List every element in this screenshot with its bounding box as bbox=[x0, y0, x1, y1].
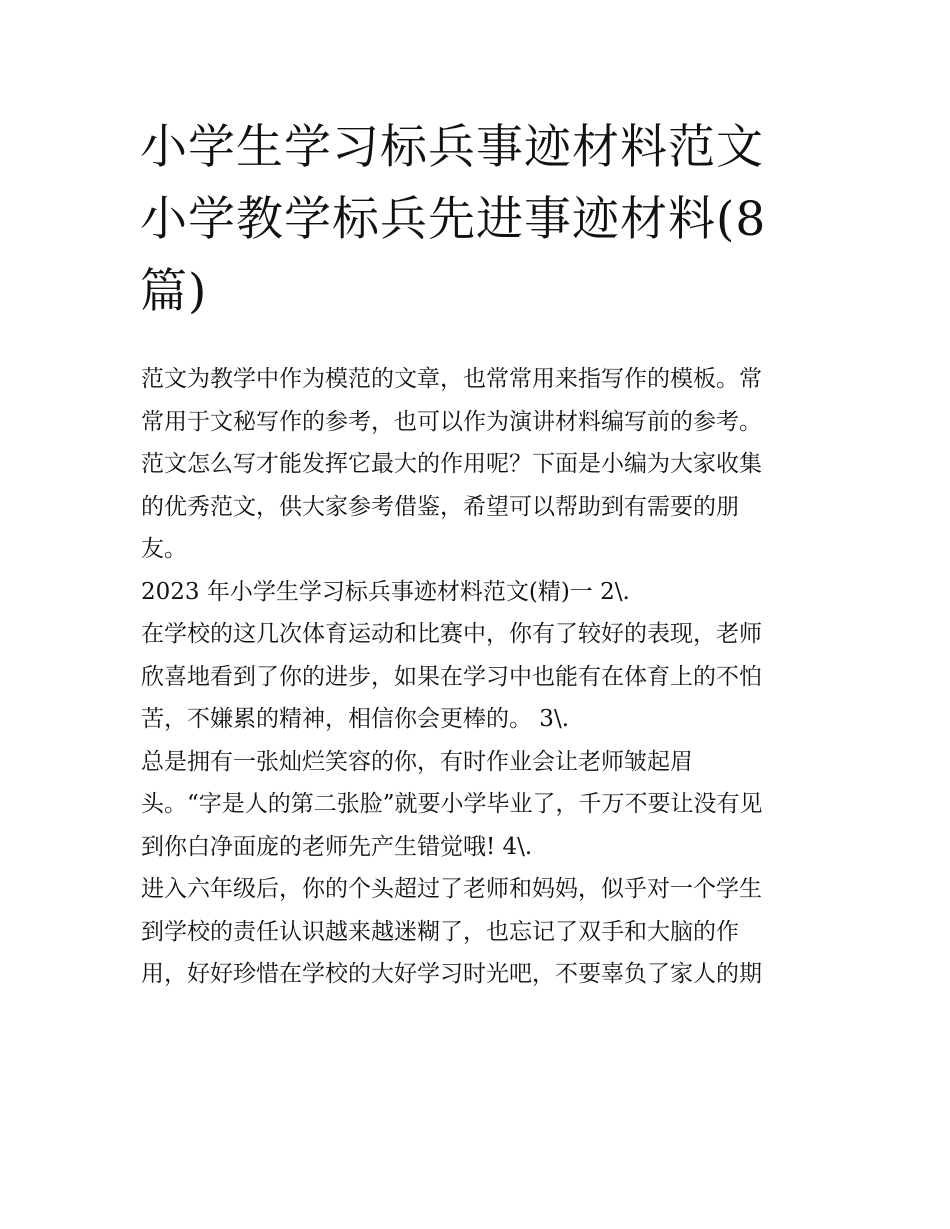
body-line: 总是拥有一张灿烂笑容的你，有时作业会让老师皱起眉 bbox=[141, 748, 693, 775]
title-line: 小学教学标兵先进事迹材料(8 bbox=[140, 192, 767, 247]
body-line: 头。“字是人的第二张脸”就要小学毕业了，千万不要让没有见 bbox=[141, 791, 763, 817]
document-body bbox=[141, 358, 821, 996]
title-line: 小学生学习标兵事迹材料范文 bbox=[140, 120, 764, 175]
body-line: 2023 年小学生学习标兵事迹材料范文(精)一 2\. bbox=[141, 578, 630, 605]
body-line: 进入六年级后，你的个头超过了老师和妈妈，似乎对一个学生 bbox=[141, 876, 762, 902]
body-line: 范文为教学中作为模范的文章，也常常用来指写作的模板。常 bbox=[141, 366, 762, 392]
body-line: 常用于文秘写作的参考，也可以作为演讲材料编写前的参考。 bbox=[141, 408, 762, 435]
body-line: 友。 bbox=[141, 536, 187, 562]
body-line: 在学校的这几次体育运动和比赛中，你有了较好的表现，老师 bbox=[141, 621, 762, 647]
body-line: 苦，不嫌累的精神，相信你会更棒的。 3\. bbox=[141, 706, 570, 732]
body-line: 到你白净面庞的老师先产生错觉哦! 4\. bbox=[141, 833, 533, 860]
body-line: 用，好好珍惜在学校的大好学习时光吧，不要辜负了家人的期 bbox=[141, 961, 762, 987]
body-line: 到学校的责任认识越来越迷糊了，也忘记了双手和大脑的作 bbox=[141, 918, 739, 945]
document-title bbox=[140, 112, 820, 328]
body-line: 的优秀范文，供大家参考借鉴，希望可以帮助到有需要的朋 bbox=[141, 493, 739, 520]
title-line: 篇) bbox=[140, 264, 208, 319]
body-line: 范文怎么写才能发挥它最大的作用呢？下面是小编为大家收集 bbox=[141, 451, 762, 477]
body-line: 欣喜地看到了你的进步，如果在学习中也能有在体育上的不怕 bbox=[141, 663, 762, 690]
